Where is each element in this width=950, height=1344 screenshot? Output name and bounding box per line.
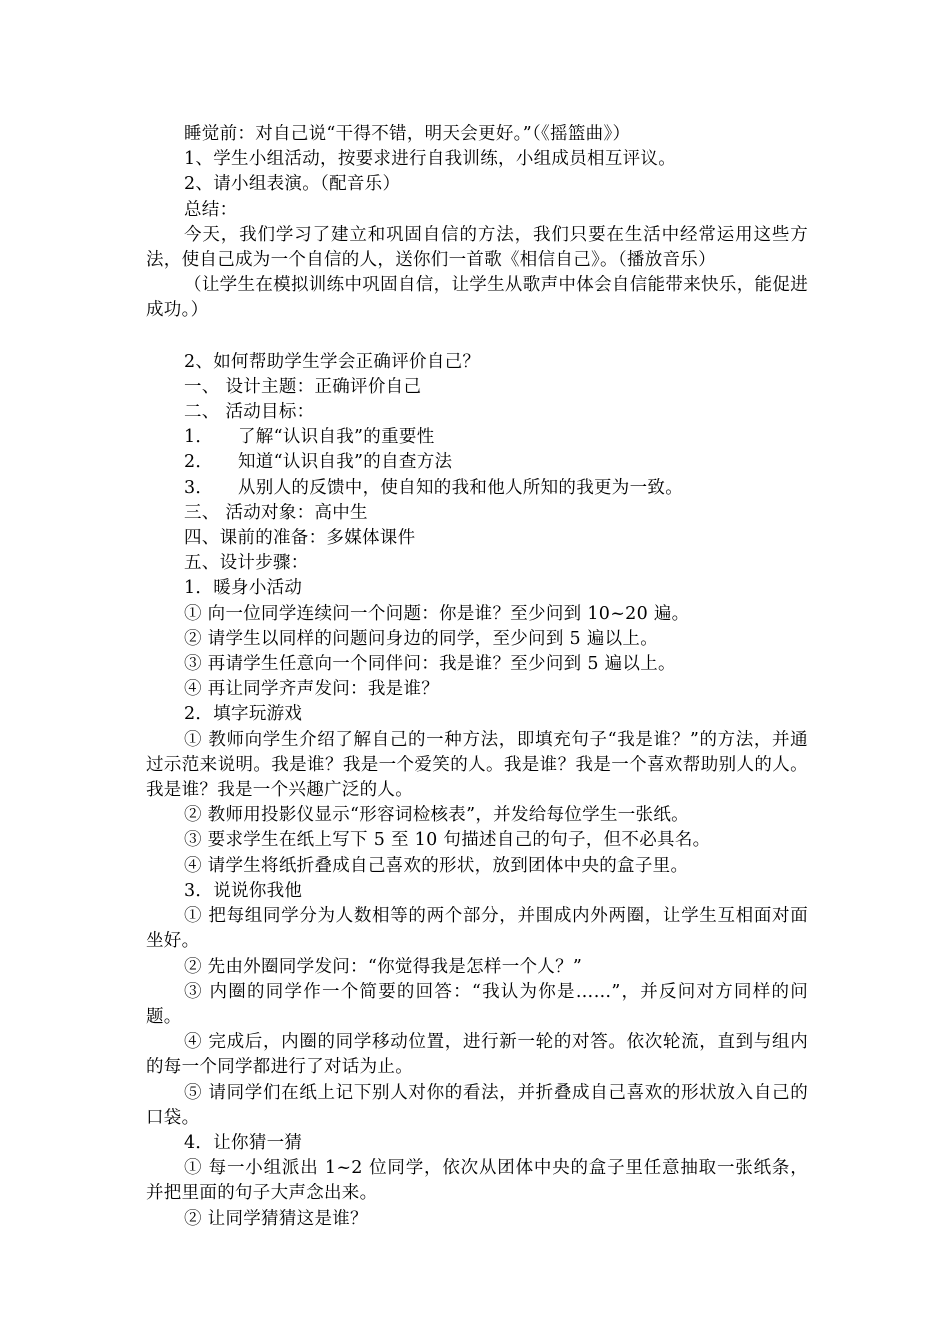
step-title: 2．填字玩游戏 xyxy=(184,704,303,725)
list-item: ② 让同学猜猜这是谁？ xyxy=(184,1208,368,1229)
list-item: ② 教师用投影仪显示“形容词检核表”，并发给每位学生一张纸。 xyxy=(184,805,689,826)
goal-text: 知道“认识自我”的自查方法 xyxy=(238,452,453,473)
text-line: 2、请小组表演。（配音乐） xyxy=(184,174,401,195)
list-item: ⑤ 请同学们在纸上记下别人对你的看法，并折叠成自己喜欢的形状放入自己的口袋。 xyxy=(146,1082,808,1128)
section-title: 2、如何帮助学生学会正确评价自己？ xyxy=(184,351,481,372)
activity-target: 三、 活动对象：高中生 xyxy=(184,502,368,523)
goal-item xyxy=(146,450,808,475)
step-title: 3．说说你我他 xyxy=(184,880,303,901)
list-item: ④ 再让同学齐声发问：我是谁？ xyxy=(184,679,440,700)
step-title: 1．暖身小活动 xyxy=(184,578,303,599)
document-body xyxy=(146,122,808,1232)
list-item: ① 每一小组派出 1~2 位同学，依次从团体中央的盒子里任意抽取一张纸条，并把里面的句子大声念出来。 xyxy=(146,1158,808,1204)
list-item: ① 向一位同学连续问一个问题：你是谁？至少问到 10~20 遍。 xyxy=(184,603,690,624)
goal-text: 从别人的反馈中，使自知的我和他人所知的我更为一致。 xyxy=(238,477,683,498)
text-line: 睡觉前：对自己说“干得不错，明天会更好。”（《摇篮曲》） xyxy=(184,124,631,144)
summary-paragraph: 今天，我们学习了建立和巩固自信的方法，我们只要在生活中经常运用这些方法，使自己成为一个自信的人，送你们一首歌《相信自己》。（播放音乐） xyxy=(146,224,808,271)
list-item: ④ 完成后，内圈的同学移动位置，进行新一轮的对答。依次轮流，直到与组内的每一个同学都进行了对话为止。 xyxy=(146,1032,808,1078)
goal-item xyxy=(146,476,808,501)
list-item: ④ 请学生将纸折叠成自己喜欢的形状，放到团体中央的盒子里。 xyxy=(184,855,689,876)
preparation: 四、课前的准备：多媒体课件 xyxy=(184,528,416,549)
goal-text: 了解“认识自我”的重要性 xyxy=(238,427,435,448)
list-item: ② 请学生以同样的问题问身边的同学，至少问到 5 遍以上。 xyxy=(184,628,659,649)
design-theme: 一、 设计主题：正确评价自己 xyxy=(184,376,422,397)
goal-number: 2． xyxy=(184,452,214,473)
list-item: ③ 内圈的同学作一个简要的回答：“我认为你是……”，并反问对方同样的问题。 xyxy=(146,981,808,1027)
list-item: ③ 再请学生任意向一个同伴问：我是谁？至少问到 5 遍以上。 xyxy=(184,654,676,675)
step-title: 4．让你猜一猜 xyxy=(184,1132,303,1153)
text-line: 1、学生小组活动，按要求进行自我训练，小组成员相互评议。 xyxy=(184,149,677,170)
text-line: 总结： xyxy=(184,199,238,220)
goal-item xyxy=(146,425,808,450)
list-item: ② 先由外圈同学发问：“你觉得我是怎样一个人？” xyxy=(184,956,583,977)
blank-line xyxy=(146,324,808,350)
list-item: ③ 要求学生在纸上写下 5 至 10 句描述自己的句子，但不必具名。 xyxy=(184,830,711,851)
note-paragraph: （让学生在模拟训练中巩固自信，让学生从歌声中体会自信能带来快乐，能促进成功。） xyxy=(146,275,808,321)
list-item: ① 把每组同学分为人数相等的两个部分，并围成内外两圈，让学生互相面对面坐好。 xyxy=(146,906,808,952)
goal-number: 1． xyxy=(184,427,214,448)
list-item: ① 教师向学生介绍了解自己的一种方法，即填充句子“我是谁？”的方法，并通过示范来说明。我是谁？我是一个爱笑的人。我是谁？我是一个喜欢帮助别人的人。我是谁？我是一个兴趣广泛的人。 xyxy=(146,729,808,801)
steps-title: 五、设计步骤： xyxy=(184,553,309,574)
goals-title: 二、 活动目标： xyxy=(184,402,315,423)
goal-number: 3． xyxy=(184,477,214,498)
